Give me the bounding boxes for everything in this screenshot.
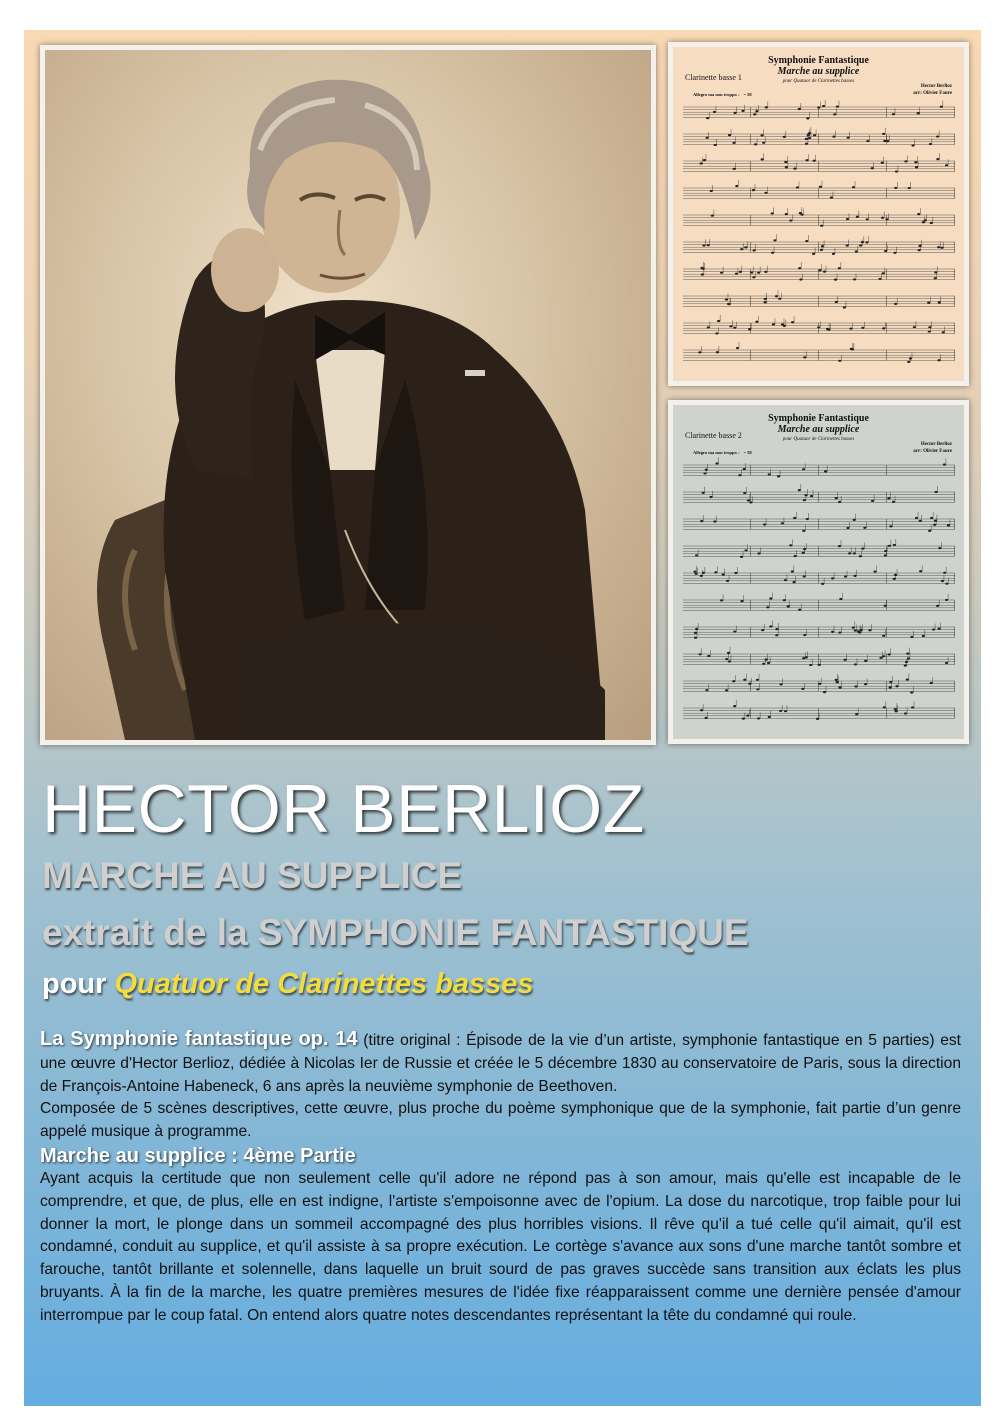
score-instrumentation: pour Quatuor de Clarinettes basses [782, 79, 855, 84]
work-title: extrait de la SYMPHONIE FANTASTIQUE [42, 912, 749, 953]
pour-word: pour [42, 968, 107, 1000]
composer-title: HECTOR BERLIOZ [42, 771, 645, 847]
score-instrumentation: pour Quatuor de Clarinettes basses [782, 437, 855, 442]
score-page-1 [668, 42, 969, 386]
portrait-illustration [45, 50, 651, 740]
score-subtitle: Marche au supplice [777, 66, 860, 77]
score-tempo: Allegro ma non troppo ♩ = 58 [693, 92, 752, 97]
score-title: Symphonie Fantastique [768, 413, 869, 424]
intro-paragraph [40, 1028, 961, 1098]
score-composer: Hector Berlioz [920, 84, 952, 89]
score-arranger: arr: Olivier Faure [913, 91, 952, 96]
score-composer: Hector Berlioz [920, 442, 952, 447]
score-page-2 [668, 400, 969, 744]
intro-text: (titre original : Épisode de la vie d’un artiste, symphonie fantastique en 5 parties) est une œuvre d'Hector Berlioz, dédiée à Nicolas Ier de Russie et créée le 5 décembre 1830 au conservatoire de Paris, sous la direction de François-Antoine Habeneck, 6 ans après la neuvième symphonie de Beethoven. [40, 1032, 961, 1095]
score-tempo: Allegro ma non troppo ♩ = 58 [693, 450, 752, 455]
program-paragraph: Ayant acquis la certitude que non seulement celle qu'il adore ne répond pas à son amour, mais qu'elle est incapable de le comprendre, et que, de plus, elle en est indigne, l'artiste s'empoisonne avec de l'opium. La dose du narcotique, trop faible pour lui donner la mort, le plonge dans un sommeil accompagné des plus horribles visions. Il rêve qu'il a tué celle qu'il aimait, qu'il est condamné, conduit au supplice, et qu'il assiste à sa propre exécution. Le cortège s'avance aux sons d'une marche tantôt sombre et farouche, tantôt brillante et solennelle, dans laquelle un bruit sourd de pas graves succède sans transition aux éclats les plus bruyants. À la fin de la marche, les quatre premières mesures de l'idée fixe réapparaissent comme une dernière pensée d'amour interrompue par le coup fatal. On entend alors quatre notes descendantes représentant la tête du condamné qui roule. [40, 1169, 961, 1324]
score-subtitle: Marche au supplice [777, 424, 860, 435]
score-staves [683, 99, 955, 379]
score-arranger: arr: Olivier Faure [913, 449, 952, 454]
section-heading: Marche au supplice : 4ème Partie [40, 1144, 356, 1167]
poster [24, 30, 981, 1406]
ensemble-name: Quatuor de Clarinettes basses [114, 968, 534, 1000]
score-part-name: Clarinette basse 1 [685, 73, 742, 82]
score-part-name: Clarinette basse 2 [685, 431, 742, 440]
score-staves [683, 457, 955, 737]
piece-title: MARCHE AU SUPPLICE [42, 855, 463, 896]
berlioz-portrait [40, 45, 656, 745]
instrumentation-line [42, 968, 534, 1001]
lead-text: La Symphonie fantastique op. 14 [40, 1028, 358, 1050]
score-title: Symphonie Fantastique [768, 55, 869, 66]
second-paragraph: Composée de 5 scènes descriptives, cette œuvre, plus proche du poème symphonique que de la symphonie, fait partie d’un genre appelé musique à programme. [40, 1100, 961, 1141]
description [40, 1028, 961, 1328]
